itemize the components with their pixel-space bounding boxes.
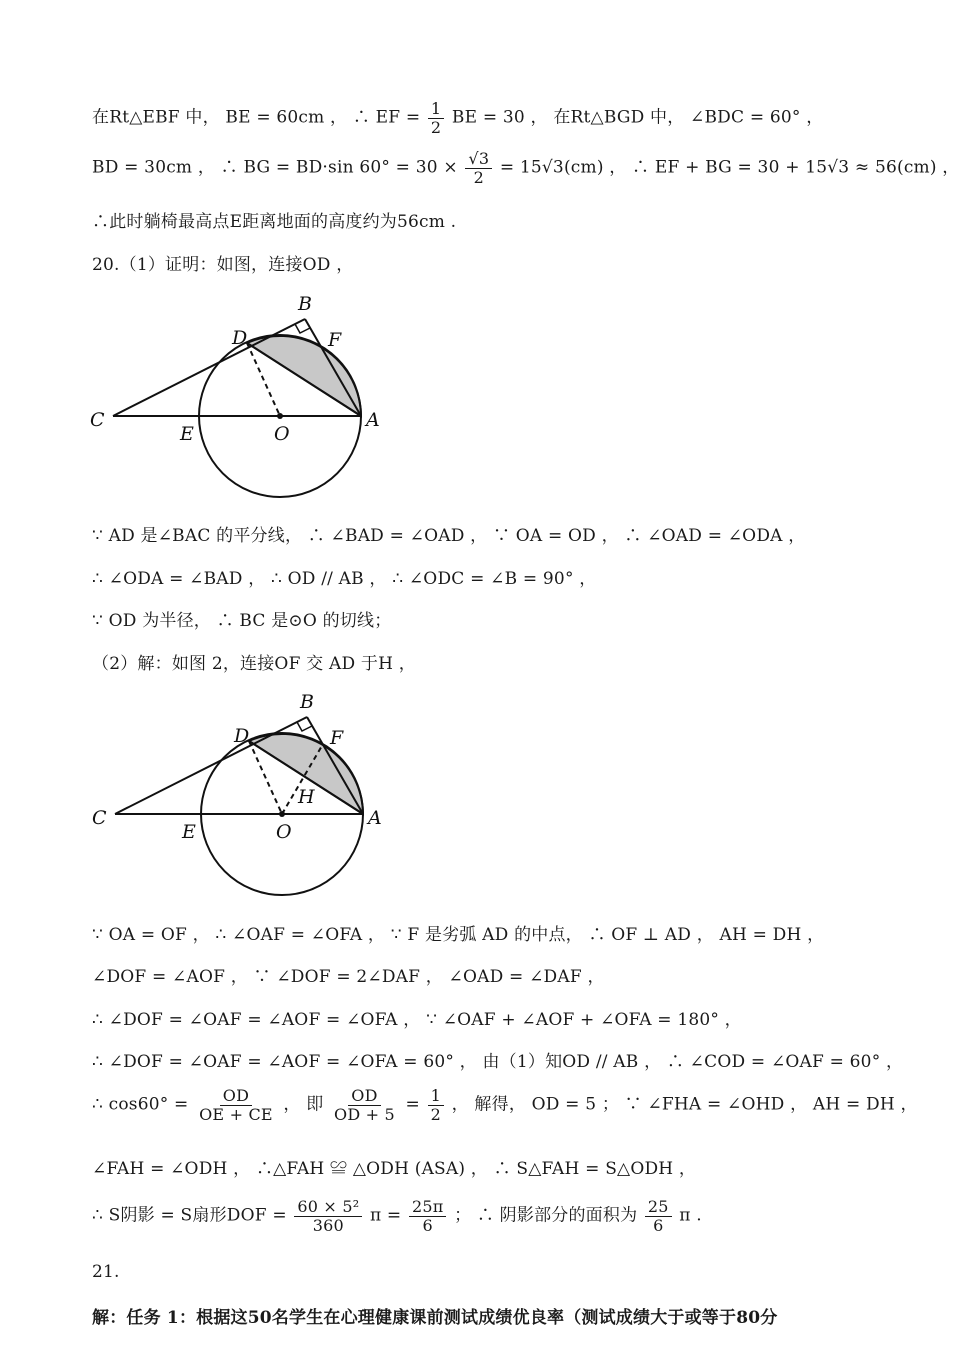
label-b: B	[298, 293, 312, 315]
geometry-figure-2	[80, 690, 400, 905]
text-line-17: 解：任务 1：根据这50名学生在心理健康课前测试成绩优良率（测试成绩大于或等于80分	[92, 1308, 778, 1328]
fraction-answer	[645, 1198, 672, 1234]
text-line-9: ∵ OA = OF ， ∴ ∠OAF = ∠OFA ， ∵ F 是劣弧 AD 的中点， ∴ OF ⊥ AD ， AH = DH ，	[92, 925, 825, 945]
text-line-13	[92, 1087, 918, 1123]
frac-den: 360	[312, 1215, 344, 1235]
label-a: A	[368, 807, 382, 829]
fraction-ji	[331, 1087, 398, 1123]
text-line-12: ∴ ∠DOF = ∠OAF = ∠AOF = ∠OFA = 60° ， 由（1）知OD // AB ， ∴ ∠COD = ∠OAF = 60° ，	[92, 1052, 904, 1072]
frac-num: OD	[348, 1087, 380, 1106]
label-a: A	[366, 409, 380, 431]
fraction-sector	[294, 1198, 362, 1234]
frac-num: 25	[645, 1198, 672, 1217]
line15-part-a: ∴ S阴影 = S扇形DOF =	[92, 1205, 287, 1226]
label-d: D	[232, 327, 248, 349]
line13-part-d: ， 解得， OD = 5 ； ∵ ∠FHA = ∠OHD ， AH = DH ，	[451, 1094, 918, 1115]
label-b: B	[300, 691, 314, 713]
text-line-2	[92, 150, 960, 186]
frac-num: 25π	[409, 1198, 446, 1217]
fraction-sqrt3-over-2	[465, 150, 492, 186]
frac-den: 2	[430, 1104, 441, 1124]
frac-num: OD	[220, 1087, 252, 1106]
label-o: O	[276, 821, 292, 843]
label-f: F	[330, 727, 344, 749]
line-cb	[113, 319, 305, 416]
text-line-10: ∠DOF = ∠AOF ， ∵ ∠DOF = 2∠DAF ， ∠OAD = ∠DAF ，	[92, 967, 605, 987]
line-cb	[115, 717, 307, 814]
frac-den: 2	[473, 167, 484, 187]
frac-den: 6	[422, 1215, 433, 1235]
text-line-15	[92, 1198, 702, 1234]
line2-part-b: = 15√3(cm) ， ∴ EF + BG = 30 + 15√3 ≈ 56(cm) ，	[499, 157, 960, 178]
text-line-4: 20.（1）证明：如图，连接OD ，	[92, 255, 354, 275]
line13-part-a: ∴ cos60° =	[92, 1094, 189, 1115]
label-h: H	[298, 786, 315, 808]
line15-part-b: π =	[369, 1205, 402, 1226]
text-line-7: ∵ OD 为半径， ∴ BC 是⊙O 的切线；	[92, 611, 392, 631]
frac-num: 1	[428, 1087, 444, 1106]
frac-num: 60 × 5²	[294, 1198, 362, 1217]
text-line-11: ∴ ∠DOF = ∠OAF = ∠AOF = ∠OFA ， ∵ ∠OAF + ∠AOF + ∠OFA = 180° ，	[92, 1010, 742, 1030]
label-e: E	[182, 821, 196, 843]
label-c: C	[92, 807, 107, 829]
text-line-14: ∠FAH = ∠ODH ， ∴△FAH ≌ △ODH (ASA) ， ∴ S△FAH = S△ODH ，	[92, 1159, 697, 1179]
fraction-result	[428, 1087, 444, 1123]
label-c: C	[90, 409, 105, 431]
frac-num: √3	[465, 150, 492, 169]
text-line-5: ∵ AD 是∠BAC 的平分线， ∴ ∠BAD = ∠OAD ， ∵ OA = OD ， ∴ ∠OAD = ∠ODA ，	[92, 526, 806, 546]
center-point	[279, 811, 285, 817]
line13-part-c: =	[405, 1094, 420, 1115]
text-line-16: 21.	[92, 1262, 120, 1282]
geometry-figure-1	[80, 290, 400, 505]
label-f: F	[328, 329, 342, 351]
text-line-3: ∴此时躺椅最高点E距离地面的高度约为56cm .	[92, 212, 457, 232]
text-line-1	[92, 100, 823, 136]
line15-part-c: ； ∴ 阴影部分的面积为	[454, 1205, 638, 1226]
label-e: E	[180, 423, 194, 445]
fraction-cos	[196, 1087, 276, 1123]
line13-part-b: ， 即	[283, 1094, 324, 1115]
text-line-6: ∴ ∠ODA = ∠BAD ， ∴ OD // AB ， ∴ ∠ODC = ∠B = 90° ，	[92, 569, 597, 589]
frac-den: OE + CE	[199, 1104, 273, 1124]
frac-den: 6	[653, 1215, 664, 1235]
line2-part-a: BD = 30cm ， ∴ BG = BD·sin 60° = 30 ×	[92, 157, 458, 178]
line1-part-b: BE = 30 ， 在Rt△BGD 中， ∠BDC = 60° ，	[451, 107, 824, 128]
frac-den: 2	[430, 117, 442, 137]
fraction-25pi-over-6	[409, 1198, 446, 1234]
label-o: O	[274, 423, 290, 445]
line15-part-d: π .	[679, 1205, 702, 1226]
fraction-half	[428, 100, 444, 136]
text-line-8: （2）解：如图 2，连接OF 交 AD 于H ，	[92, 654, 416, 674]
center-point	[277, 413, 283, 419]
line1-part-a: 在Rt△EBF 中， BE = 60cm ， ∴ EF =	[92, 107, 421, 128]
label-d: D	[234, 725, 250, 747]
frac-den: OD + 5	[334, 1104, 395, 1124]
frac-num: 1	[428, 100, 444, 119]
